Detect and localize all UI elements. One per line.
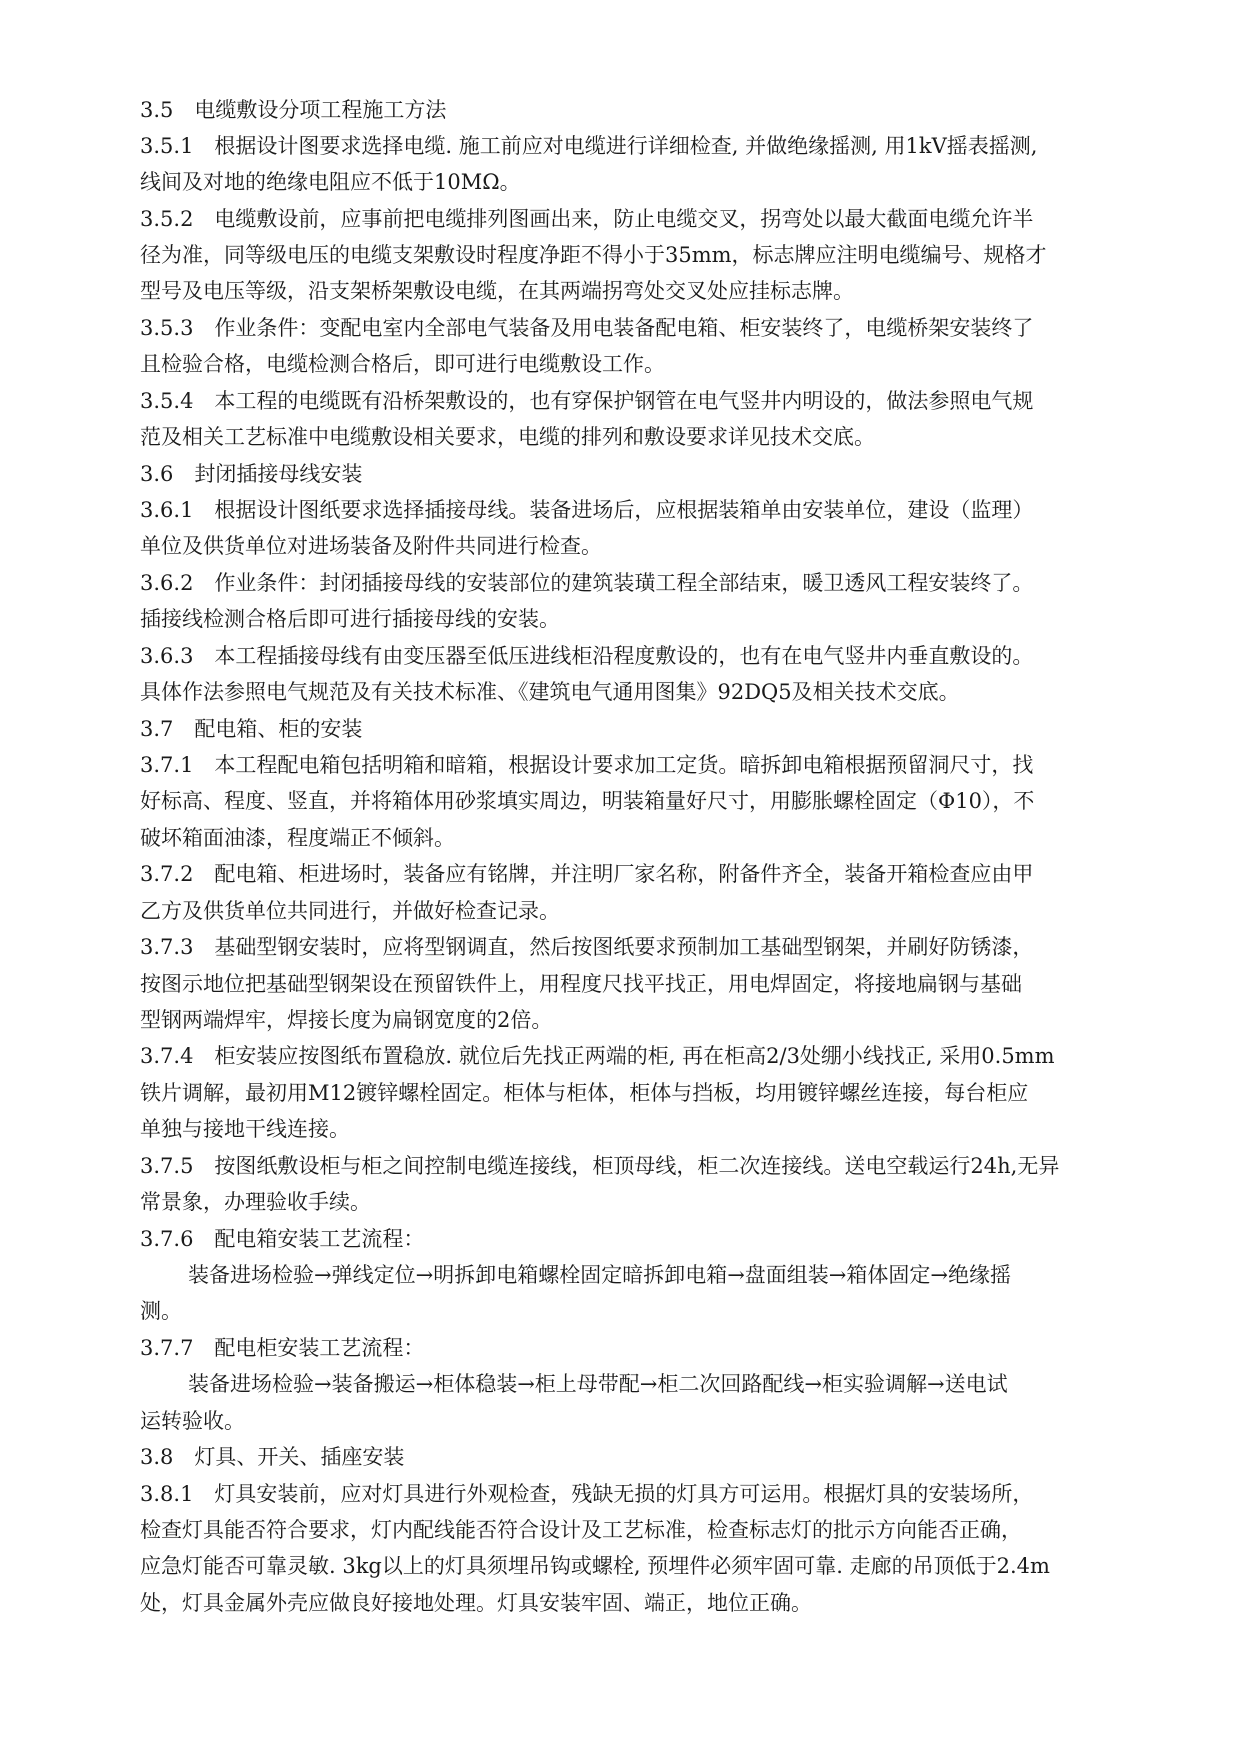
paragraph-line: 3.6.3 本工程插接母线有由变压器至低压进线柜沿程度敷设的，也有在电气竖井内垂直敷设的。 bbox=[140, 644, 1034, 668]
paragraph-line: 单位及供货单位对进场装备及附件共同进行检查。 bbox=[140, 534, 602, 558]
paragraph-line: 3.6.2 作业条件：封闭插接母线的安装部位的建筑装璜工程全部结束，暖卫透风工程安装终了。 bbox=[140, 571, 1034, 595]
paragraph-line: 线间及对地的绝缘电阻应不低于10MΩ。 bbox=[140, 170, 521, 194]
paragraph-line: 型号及电压等级，沿支架桥架敷设电缆，在其两端拐弯处交叉处应挂标志牌。 bbox=[140, 279, 854, 303]
paragraph-line: 型钢两端焊牢，焊接长度为扁钢宽度的2倍。 bbox=[140, 1008, 553, 1032]
section-heading: 3.5 电缆敷设分项工程施工方法 bbox=[140, 98, 447, 122]
paragraph-line: 3.7.7 配电柜安装工艺流程： bbox=[140, 1336, 425, 1360]
paragraph-line: 破坏箱面油漆，程度端正不倾斜。 bbox=[140, 826, 455, 850]
paragraph-line: 且检验合格，电缆检测合格后，即可进行电缆敷设工作。 bbox=[140, 352, 665, 376]
paragraph-line: 3.5.3 作业条件：变配电室内全部电气装备及用电装备配电箱、柜安装终了，电缆桥架安装终了 bbox=[140, 316, 1034, 340]
paragraph-line: 按图示地位把基础型钢架设在预留铁件上，用程度尺找平找正，用电焊固定，将接地扁钢与基础 bbox=[140, 972, 1022, 996]
paragraph-line: 检查灯具能否符合要求，灯内配线能否符合设计及工艺标准，检查标志灯的批示方向能否正确， bbox=[140, 1518, 1022, 1542]
paragraph-line: 常景象，办理验收手续。 bbox=[140, 1190, 371, 1214]
paragraph-line: 单独与接地干线连接。 bbox=[140, 1117, 350, 1141]
paragraph-line: 处，灯具金属外壳应做良好接地处理。灯具安装牢固、端正，地位正确。 bbox=[140, 1591, 812, 1615]
paragraph-line: 3.7.2 配电箱、柜进场时，装备应有铭牌，并注明厂家名称，附备件齐全，装备开箱检查应由甲 bbox=[140, 862, 1034, 886]
paragraph-line: 3.5.2 电缆敷设前，应事前把电缆排列图画出来，防止电缆交叉，拐弯处以最大截面电缆允许半 bbox=[140, 207, 1034, 231]
paragraph-line: 3.5.4 本工程的电缆既有沿桥架敷设的，也有穿保护钢管在电气竖井内明设的，做法参照电气规 bbox=[140, 389, 1034, 413]
section-heading: 3.8 灯具、开关、插座安装 bbox=[140, 1445, 405, 1469]
paragraph-line: 好标高、程度、竖直，并将箱体用砂浆填实周边，明装箱量好尺寸，用膨胀螺栓固定（Φ10），不 bbox=[140, 789, 1035, 813]
paragraph-line: 运转验收。 bbox=[140, 1409, 245, 1433]
paragraph-line: 插接线检测合格后即可进行插接母线的安装。 bbox=[140, 607, 560, 631]
paragraph-line: 3.7.6 配电箱安装工艺流程： bbox=[140, 1227, 425, 1251]
paragraph-line: 乙方及供货单位共同进行，并做好检查记录。 bbox=[140, 899, 560, 923]
paragraph-line: 3.7.3 基础型钢安装时，应将型钢调直，然后按图纸要求预制加工基础型钢架，并刷好防锈漆， bbox=[140, 935, 1034, 959]
paragraph-line: 3.7.1 本工程配电箱包括明箱和暗箱，根据设计要求加工定货。暗拆卸电箱根据预留洞尺寸，找 bbox=[140, 753, 1034, 777]
paragraph-line: 3.7.4 柜安装应按图纸布置稳放. 就位后先找正两端的柜, 再在柜高2/3处绷小线找正, 采用0.5mm bbox=[140, 1044, 1055, 1068]
section-heading: 3.6 封闭插接母线安装 bbox=[140, 462, 363, 486]
paragraph-line: 范及相关工艺标准中电缆敷设相关要求，电缆的排列和敷设要求详见技术交底。 bbox=[140, 425, 875, 449]
flow-line: 装备进场检验→装备搬运→柜体稳装→柜上母带配→柜二次回路配线→柜实验调解→送电试 bbox=[188, 1372, 1008, 1396]
flow-line: 装备进场检验→弹线定位→明拆卸电箱螺栓固定暗拆卸电箱→盘面组装→箱体固定→绝缘摇 bbox=[188, 1263, 1011, 1287]
section-heading: 3.7 配电箱、柜的安装 bbox=[140, 717, 363, 741]
paragraph-line: 3.8.1 灯具安装前，应对灯具进行外观检查，残缺无损的灯具方可运用。根据灯具的安装场所， bbox=[140, 1482, 1034, 1506]
paragraph-line: 应急灯能否可靠灵敏. 3kg以上的灯具须埋吊钩或螺栓, 预埋件必须牢固可靠. 走廊的吊顶低于2.4m bbox=[140, 1554, 1050, 1578]
paragraph-line: 铁片调解，最初用M12镀锌螺栓固定。柜体与柜体，柜体与挡板，均用镀锌螺丝连接，每台柜应 bbox=[140, 1081, 1029, 1105]
paragraph-line: 3.7.5 按图纸敷设柜与柜之间控制电缆连接线，柜顶母线，柜二次连接线。送电空载运行24h,无异 bbox=[140, 1154, 1060, 1178]
paragraph-line: 3.5.1 根据设计图要求选择电缆. 施工前应对电缆进行详细检查, 并做绝缘摇测, 用1kV摇表摇测, bbox=[140, 134, 1038, 158]
paragraph-line: 3.6.1 根据设计图纸要求选择插接母线。装备进场后，应根据装箱单由安装单位，建设（监理） bbox=[140, 498, 1034, 522]
paragraph-line: 具体作法参照电气规范及有关技术标准、《建筑电气通用图集》92DQ5及相关技术交底。 bbox=[140, 680, 960, 704]
paragraph-line: 测。 bbox=[140, 1299, 182, 1323]
paragraph-line: 径为准，同等级电压的电缆支架敷设时程度净距不得小于35mm，标志牌应注明电缆编号、规格才 bbox=[140, 243, 1047, 267]
